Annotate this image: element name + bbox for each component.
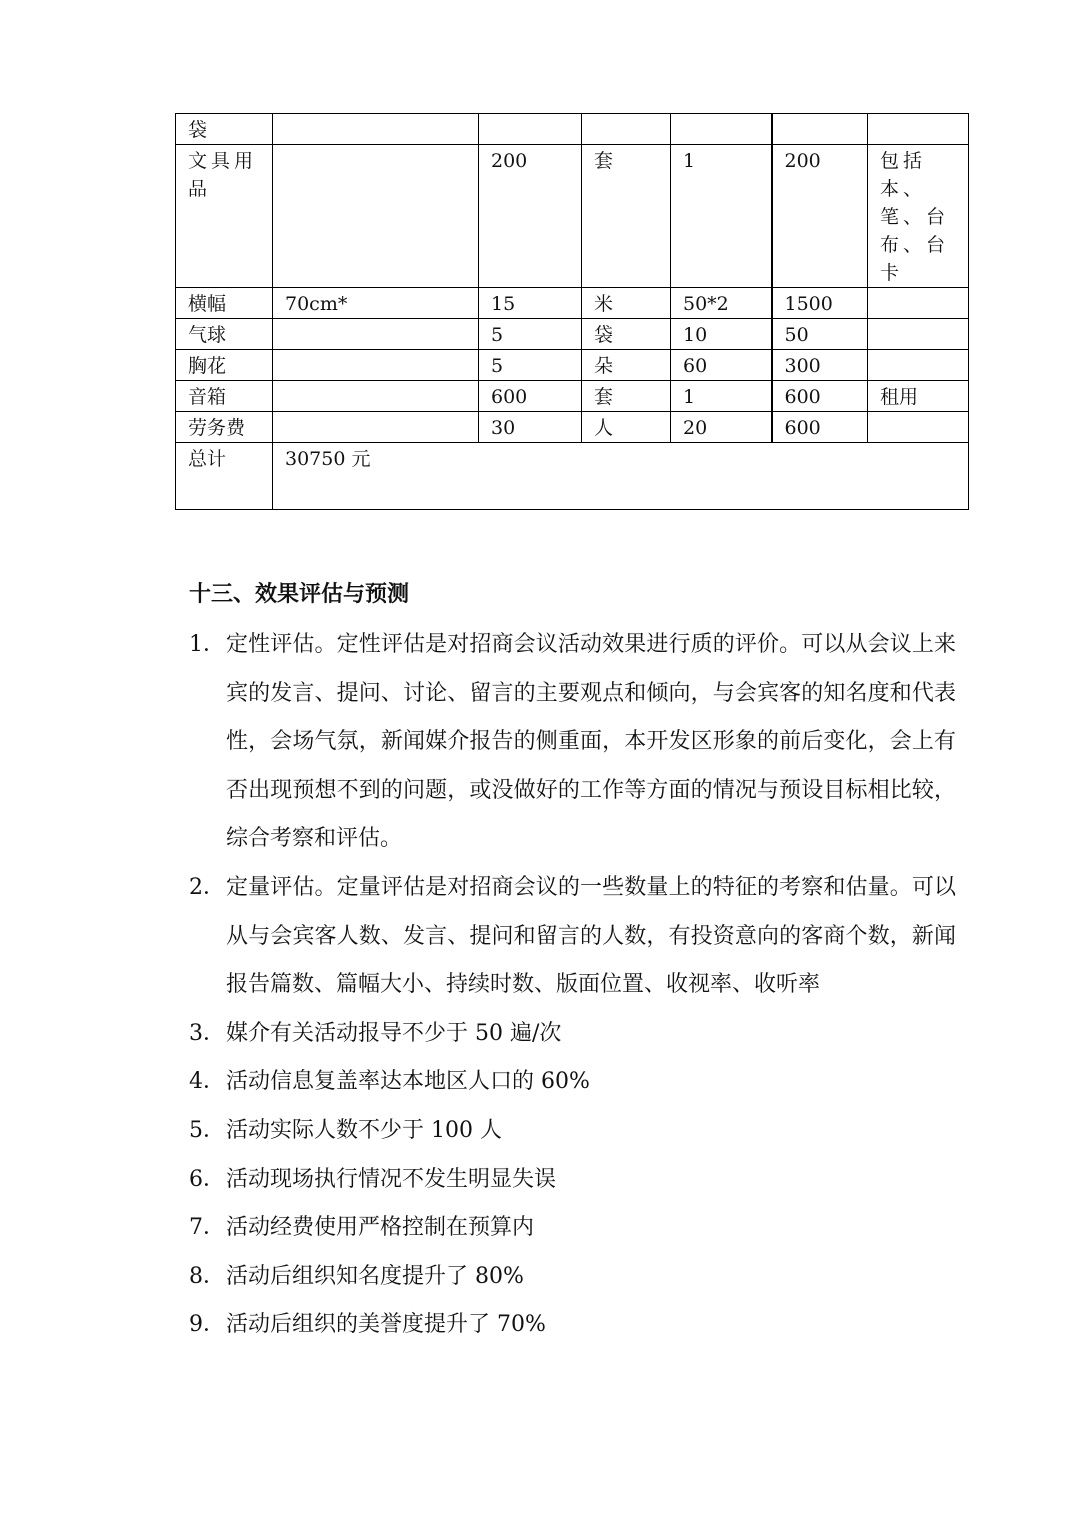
cell-total	[772, 114, 868, 145]
list-item	[189, 1301, 969, 1350]
table-row	[176, 381, 969, 412]
list-item-text: 定量评估。定量评估是对招商会议的一些数量上的特征的考察和估量。可以从与会宾客人数、发言、提问和留言的人数，有投资意向的客商个数，新闻报告篇数、篇幅大小、持续时数、版面位置、收视率、收听率	[226, 874, 956, 998]
table-row	[176, 145, 969, 288]
cell-qty: 10	[671, 319, 772, 350]
table-row	[176, 350, 969, 381]
cell-total: 200	[772, 145, 868, 288]
cell-price: 5	[479, 319, 582, 350]
table-row	[176, 319, 969, 350]
cell-qty: 1	[671, 381, 772, 412]
cell-qty	[671, 114, 772, 145]
cell-total: 1500	[772, 288, 868, 319]
cell-item: 气球	[176, 319, 273, 350]
cell-total: 600	[772, 412, 868, 443]
list-item-text: 媒介有关活动报导不少于 50 遍/次	[226, 1020, 562, 1046]
list-item	[189, 1010, 969, 1059]
list-item	[189, 1204, 969, 1253]
cell-price: 600	[479, 381, 582, 412]
cell-qty: 60	[671, 350, 772, 381]
total-value: 30750 元	[273, 443, 969, 510]
cell-spec	[273, 145, 479, 288]
cell-unit	[582, 114, 671, 145]
total-label: 总计	[176, 443, 273, 510]
cell-total: 50	[772, 319, 868, 350]
cell-spec: 70cm*	[273, 288, 479, 319]
table-row	[176, 412, 969, 443]
cell-unit: 套	[582, 381, 671, 412]
list-item-text: 定性评估。定性评估是对招商会议活动效果进行质的评价。可以从会议上来宾的发言、提问、讨论、留言的主要观点和倾向，与会宾客的知名度和代表性，会场气氛，新闻媒介报告的侧重面，本开发区形象的前后变化，会上有否出现预想不到的问题，或没做好的工作等方面的情况与预设目标相比较，综合考察和评估。	[226, 632, 956, 852]
cell-qty: 50*2	[671, 288, 772, 319]
list-item	[189, 1058, 969, 1107]
budget-table	[175, 113, 969, 510]
list-item-number: 3．	[189, 1020, 225, 1046]
cell-spec	[273, 381, 479, 412]
list-item-text: 活动后组织知名度提升了 80%	[226, 1263, 524, 1289]
cell-spec	[273, 412, 479, 443]
list-item-number: 7．	[189, 1215, 225, 1241]
cell-note: 租用	[868, 381, 969, 412]
cell-note	[868, 114, 969, 145]
cell-unit: 人	[582, 412, 671, 443]
list-item-number: 6．	[189, 1166, 225, 1192]
list-item-number: 2．	[189, 874, 225, 900]
cell-total: 300	[772, 350, 868, 381]
cell-spec	[273, 350, 479, 381]
list-item-text: 活动信息复盖率达本地区人口的 60%	[226, 1069, 590, 1095]
list-item	[189, 1107, 969, 1156]
cell-item: 胸花	[176, 350, 273, 381]
table-row	[176, 114, 969, 145]
cell-unit: 袋	[582, 319, 671, 350]
cell-item: 袋	[176, 114, 273, 145]
cell-note: 包括本、笔、台布、台卡	[868, 145, 969, 288]
cell-item: 文具用品	[176, 145, 273, 288]
list-item	[189, 621, 969, 864]
list-item-text: 活动实际人数不少于 100 人	[226, 1117, 502, 1143]
list-item-number: 1．	[189, 632, 225, 657]
cell-note	[868, 319, 969, 350]
list-item-text: 活动现场执行情况不发生明显失误	[226, 1166, 557, 1192]
section-title: 十三、效果评估与预测	[189, 582, 410, 607]
cell-price	[479, 114, 582, 145]
list-item	[189, 1253, 969, 1302]
cell-spec	[273, 319, 479, 350]
cell-price: 15	[479, 288, 582, 319]
list-item-text: 活动后组织的美誉度提升了 70%	[226, 1312, 546, 1338]
cell-note	[868, 412, 969, 443]
list-item-number: 4．	[189, 1069, 225, 1095]
list-item	[189, 1156, 969, 1205]
list-item-number: 5．	[189, 1117, 225, 1143]
cell-item: 音箱	[176, 381, 273, 412]
cell-unit: 米	[582, 288, 671, 319]
table-total-row	[176, 443, 969, 510]
cell-item: 横幅	[176, 288, 273, 319]
cell-unit: 套	[582, 145, 671, 288]
cell-price: 5	[479, 350, 582, 381]
table-row	[176, 288, 969, 319]
list-item-text: 活动经费使用严格控制在预算内	[226, 1215, 535, 1241]
cell-total: 600	[772, 381, 868, 412]
cell-price: 30	[479, 412, 582, 443]
list-item-number: 9．	[189, 1312, 225, 1338]
cell-qty: 20	[671, 412, 772, 443]
cell-note	[868, 350, 969, 381]
list-item-number: 8．	[189, 1263, 225, 1289]
cell-spec	[273, 114, 479, 145]
list-item	[189, 864, 969, 1010]
cell-price: 200	[479, 145, 582, 288]
cell-note	[868, 288, 969, 319]
cell-qty: 1	[671, 145, 772, 288]
cell-unit: 朵	[582, 350, 671, 381]
evaluation-section	[189, 575, 969, 1350]
cell-item: 劳务费	[176, 412, 273, 443]
